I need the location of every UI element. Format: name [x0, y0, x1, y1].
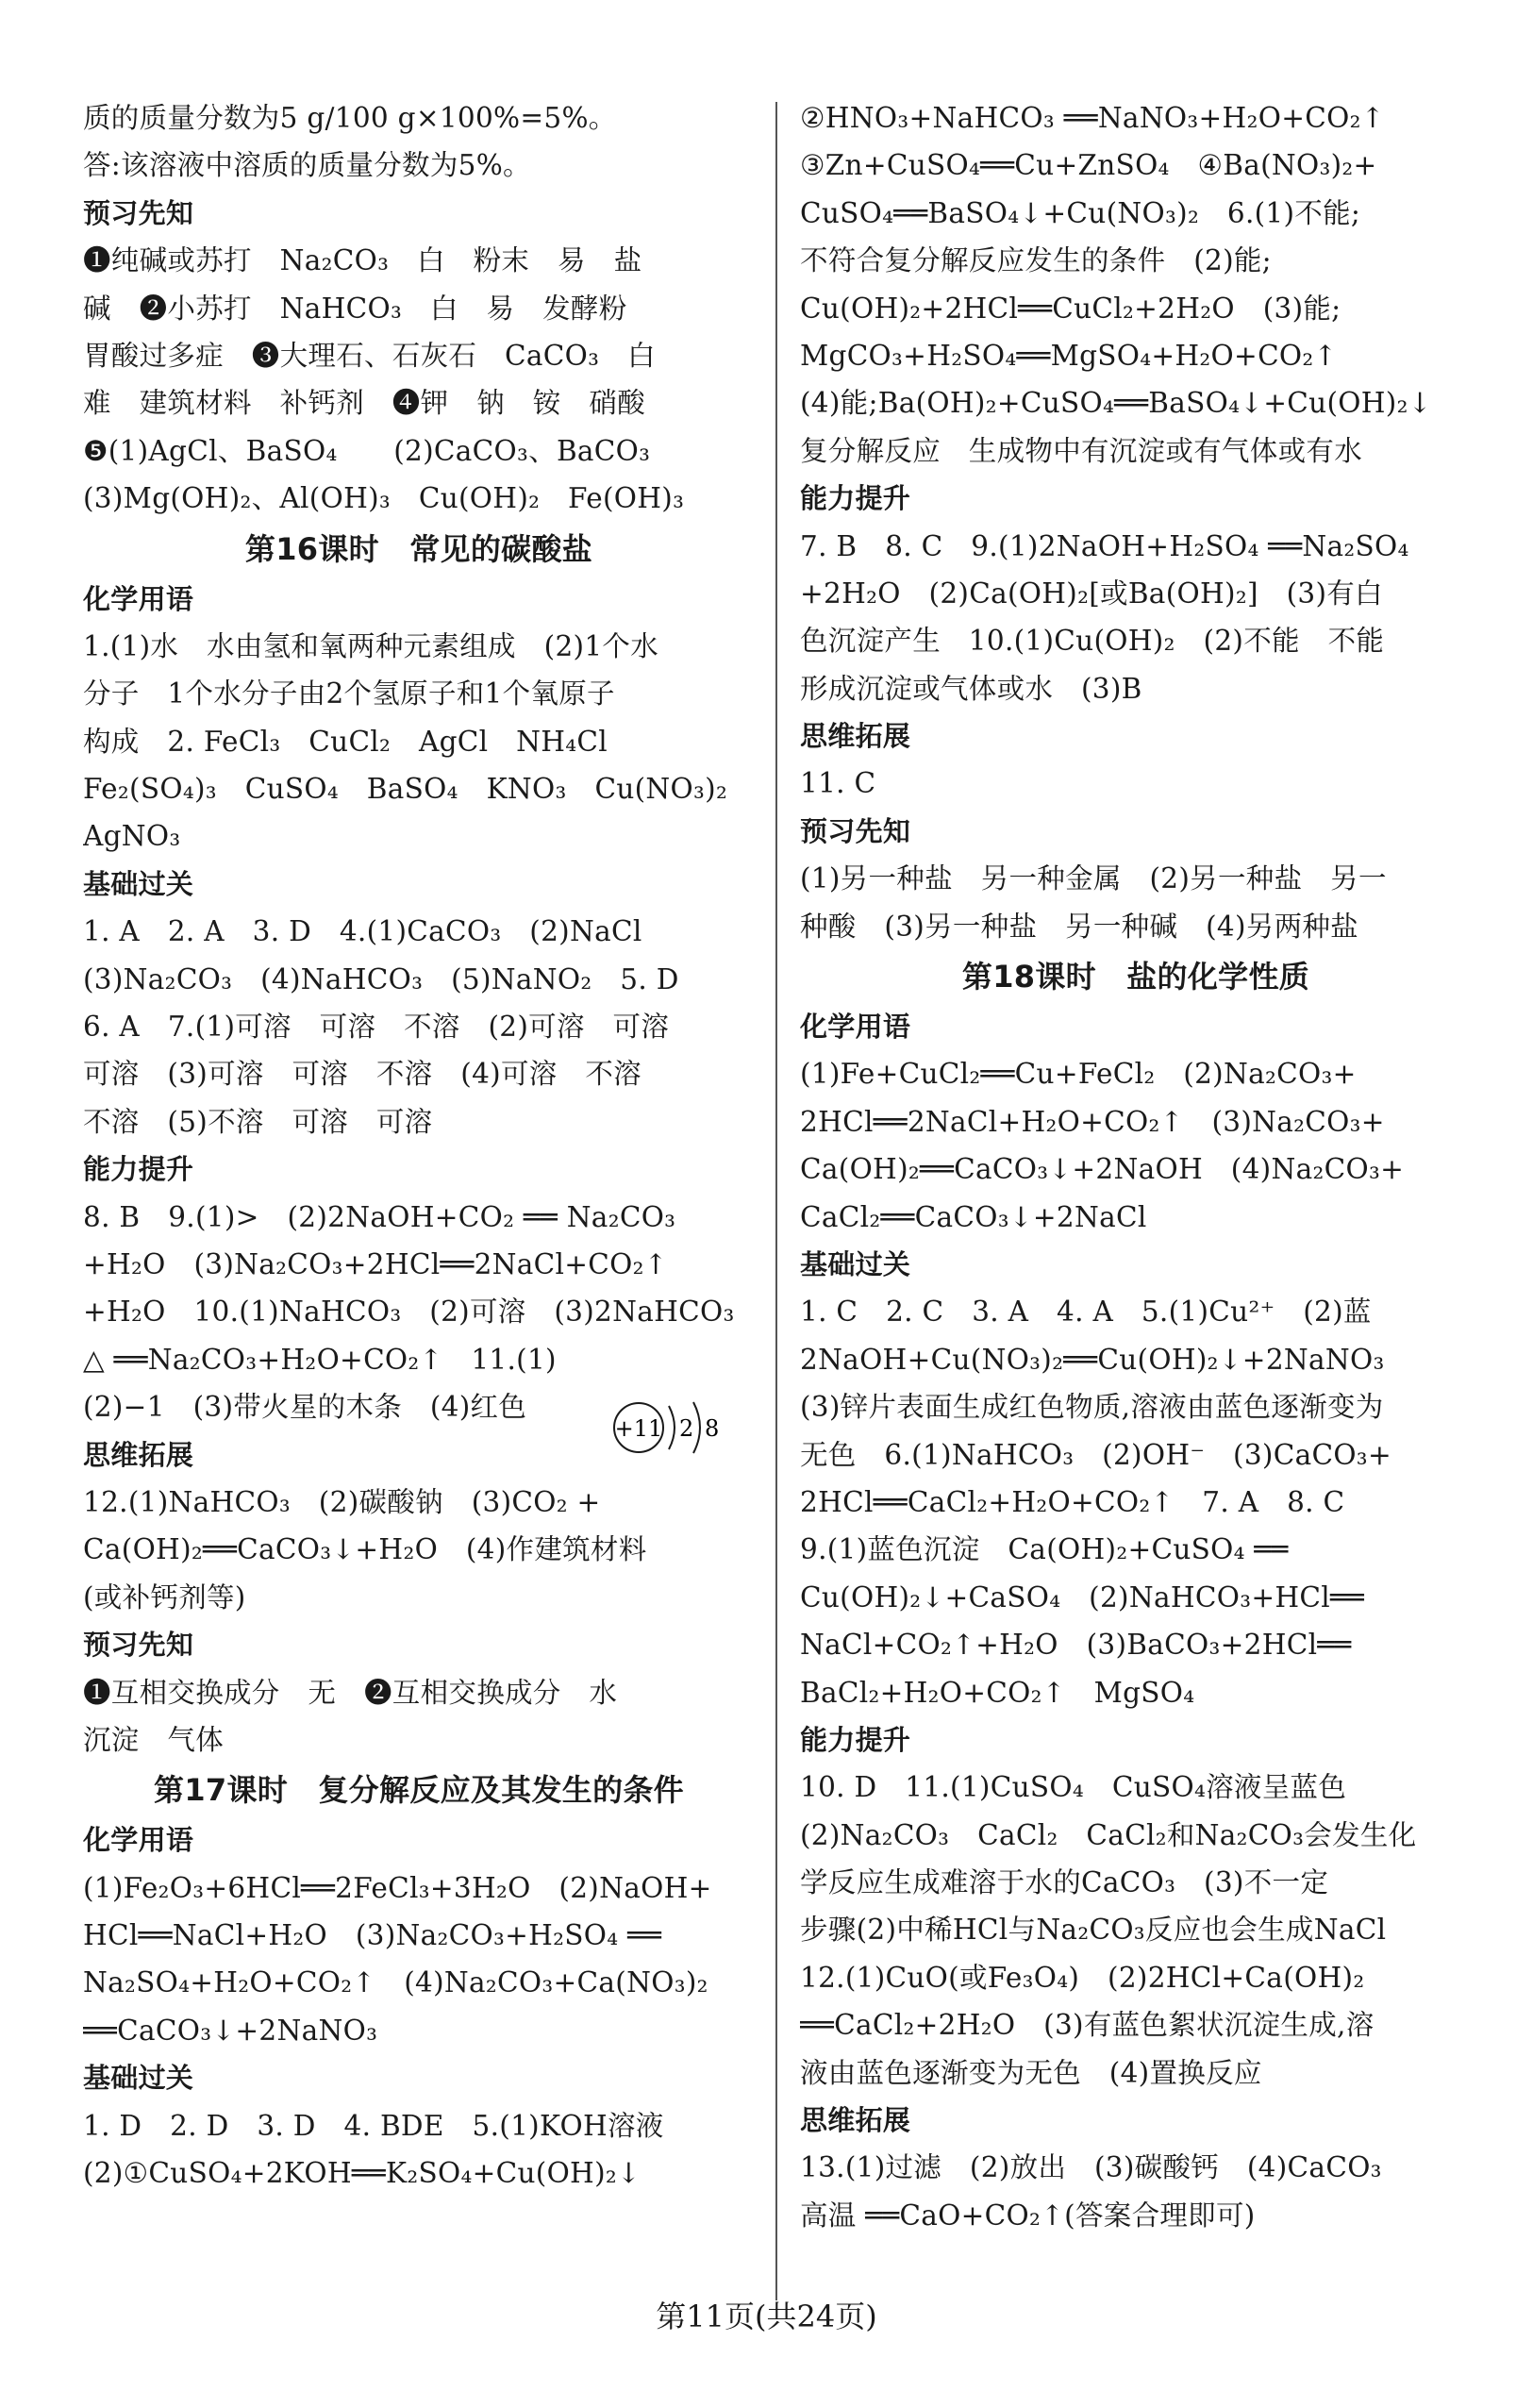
- shell-arc-1: [669, 1406, 675, 1449]
- answer-line: (或补钙剂等): [83, 1580, 246, 1614]
- answer-line: AgNO₃: [83, 820, 181, 853]
- answer-line: 形成沉淀或气体或水 (3)B: [800, 672, 1142, 705]
- answer-line: 答:该溶液中溶质的质量分数为5%。: [83, 149, 531, 182]
- answer-line: 学反应生成难溶于水的CaCO₃ (3)不一定: [800, 1866, 1329, 1899]
- answer-line: ②HNO₃+NaHCO₃ ══NaNO₃+H₂O+CO₂↑: [800, 102, 1385, 134]
- answer-line: (1)另一种盐 另一种金属 (2)另一种盐 另一: [800, 862, 1387, 895]
- answer-line: 沉淀 气体: [83, 1723, 225, 1756]
- shell-1-count: 2: [679, 1415, 694, 1442]
- answer-line: (1)Fe+CuCl₂══Cu+FeCl₂ (2)Na₂CO₃+: [800, 1058, 1357, 1091]
- answer-line: 复分解反应 生成物中有沉淀或有气体或有水: [800, 434, 1363, 467]
- page-footer: 第11页(共24页): [656, 2299, 877, 2334]
- answer-line: 12.(1)NaHCO₃ (2)碳酸钠 (3)CO₂ +: [83, 1485, 601, 1518]
- sodium-atom-diagram: [610, 1395, 733, 1461]
- section-heading: 思维拓展: [83, 1438, 194, 1471]
- section-heading: 基础过关: [83, 867, 194, 900]
- answer-line: 步骤(2)中稀HCl与Na₂CO₃反应也会生成NaCl: [800, 1914, 1387, 1947]
- answer-line: 8. B 9.(1)> (2)2NaOH+CO₂ ══ Na₂CO₃: [83, 1200, 676, 1233]
- answer-line: 10. D 11.(1)CuSO₄ CuSO₄溶液呈蓝色: [800, 1771, 1347, 1804]
- answer-line: 7. B 8. C 9.(1)2NaOH+H₂SO₄ ══Na₂SO₄: [800, 529, 1409, 562]
- section-heading: 化学用语: [800, 1011, 911, 1044]
- section-heading: 预习先知: [83, 1629, 194, 1662]
- answer-line: 不符合复分解反应发生的条件 (2)能;: [800, 244, 1272, 277]
- answer-line: 9.(1)蓝色沉淀 Ca(OH)₂+CuSO₄ ══: [800, 1533, 1289, 1566]
- section-heading: 能力提升: [800, 1723, 911, 1756]
- section-heading: 预习先知: [83, 196, 194, 229]
- answer-line: 无色 6.(1)NaHCO₃ (2)OH⁻ (3)CaCO₃+: [800, 1438, 1391, 1471]
- answer-line: Fe₂(SO₄)₃ CuSO₄ BaSO₄ KNO₃ Cu(NO₃)₂: [83, 773, 728, 806]
- section-heading: 能力提升: [800, 482, 911, 515]
- answer-line: CuSO₄══BaSO₄↓+Cu(NO₃)₂ 6.(1)不能;: [800, 196, 1361, 229]
- nucleus-charge: +11: [614, 1415, 663, 1442]
- answer-line: 11. C: [800, 767, 876, 800]
- answer-line: CaCl₂══CaCO₃↓+2NaCl: [800, 1200, 1147, 1233]
- answer-line: BaCl₂+H₂O+CO₂↑ MgSO₄: [800, 1676, 1195, 1709]
- answer-line: 1.(1)水 水由氢和氧两种元素组成 (2)1个水: [83, 629, 658, 662]
- answer-line: +H₂O (3)Na₂CO₃+2HCl══2NaCl+CO₂↑: [83, 1247, 668, 1280]
- answer-line: +H₂O 10.(1)NaHCO₃ (2)可溶 (3)2NaHCO₃: [83, 1296, 735, 1329]
- section-heading: 思维拓展: [800, 2104, 911, 2137]
- answer-line: 12.(1)CuO(或Fe₃O₄) (2)2HCl+Ca(OH)₂: [800, 1961, 1365, 1994]
- answer-line: (2)Na₂CO₃ CaCl₂ CaCl₂和Na₂CO₃会发生化: [800, 1818, 1417, 1851]
- section-heading: 基础过关: [800, 1247, 911, 1280]
- answer-line: 2HCl══CaCl₂+H₂O+CO₂↑ 7. A 8. C: [800, 1485, 1345, 1518]
- answer-line: (4)能;Ba(OH)₂+CuSO₄══BaSO₄↓+Cu(OH)₂↓: [800, 387, 1432, 420]
- answer-line: ══CaCO₃↓+2NaNO₃: [83, 2014, 378, 2047]
- answer-line: 难 建筑材料 补钙剂 ❹钾 钠 铵 硝酸: [83, 387, 646, 420]
- answer-line: 液由蓝色逐渐变为无色 (4)置换反应: [800, 2056, 1262, 2089]
- section-heading: 预习先知: [800, 814, 911, 847]
- answer-line: Ca(OH)₂══CaCO₃↓+H₂O (4)作建筑材料: [83, 1533, 647, 1566]
- answer-line: 6. A 7.(1)可溶 可溶 不溶 (2)可溶 可溶: [83, 1011, 670, 1044]
- answer-line: 13.(1)过滤 (2)放出 (3)碳酸钙 (4)CaCO₃: [800, 2151, 1382, 2184]
- answer-line: 构成 2. FeCl₃ CuCl₂ AgCl NH₄Cl: [83, 725, 608, 758]
- answer-line: (1)Fe₂O₃+6HCl══2FeCl₃+3H₂O (2)NaOH+: [83, 1871, 712, 1904]
- answer-line: 种酸 (3)另一种盐 另一种碱 (4)另两种盐: [800, 910, 1358, 943]
- answer-line: Cu(OH)₂+2HCl══CuCl₂+2H₂O (3)能;: [800, 292, 1341, 325]
- section-heading: 思维拓展: [800, 720, 911, 753]
- answer-line: △ ══Na₂CO₃+H₂O+CO₂↑ 11.(1): [83, 1343, 557, 1376]
- lesson-title: 第17课时 复分解反应及其发生的条件: [154, 1772, 684, 1809]
- answer-line: 不溶 (5)不溶 可溶 可溶: [83, 1105, 433, 1138]
- answer-line: (3)Na₂CO₃ (4)NaHCO₃ (5)NaNO₂ 5. D: [83, 962, 679, 995]
- answer-line: ③Zn+CuSO₄══Cu+ZnSO₄ ④Ba(NO₃)₂+: [800, 149, 1377, 182]
- answer-line: (3)Mg(OH)₂、Al(OH)₃ Cu(OH)₂ Fe(OH)₃: [83, 482, 685, 515]
- answer-line: Ca(OH)₂══CaCO₃↓+2NaOH (4)Na₂CO₃+: [800, 1153, 1405, 1186]
- answer-line: +2H₂O (2)Ca(OH)₂[或Ba(OH)₂] (3)有白: [800, 577, 1383, 610]
- lesson-title: 第16课时 常见的碳酸盐: [244, 530, 593, 567]
- answer-line: 1. C 2. C 3. A 4. A 5.(1)Cu²⁺ (2)蓝: [800, 1296, 1372, 1329]
- answer-line: 高温 ══CaO+CO₂↑(答案合理即可): [800, 2199, 1256, 2232]
- answer-line: (3)锌片表面生成红色物质,溶液由蓝色逐渐变为: [800, 1391, 1384, 1424]
- left-column: [83, 94, 755, 2197]
- lesson-title: 第18课时 盐的化学性质: [961, 959, 1310, 995]
- shell-arc-2: [693, 1402, 700, 1453]
- section-heading: 化学用语: [83, 1824, 194, 1857]
- answer-line: Cu(OH)₂↓+CaSO₄ (2)NaHCO₃+HCl══: [800, 1580, 1365, 1614]
- answer-line: 分子 1个水分子由2个氢原子和1个氧原子: [83, 677, 615, 711]
- answer-line: 2NaOH+Cu(NO₃)₂══Cu(OH)₂↓+2NaNO₃: [800, 1343, 1385, 1376]
- section-heading: 能力提升: [83, 1153, 194, 1186]
- answer-line: (2)−1 (3)带火星的木条 (4)红色: [83, 1391, 527, 1424]
- answer-line: 碱 ❷小苏打 NaHCO₃ 白 易 发酵粉: [83, 292, 627, 325]
- answer-line: 1. A 2. A 3. D 4.(1)CaCO₃ (2)NaCl: [83, 915, 642, 948]
- column-divider: [775, 102, 777, 2300]
- shell-2-count: 8: [705, 1415, 720, 1442]
- answer-line: ══CaCl₂+2H₂O (3)有蓝色絮状沉淀生成,溶: [800, 2009, 1375, 2042]
- answer-line: ❶互相交换成分 无 ❷互相交换成分 水: [83, 1676, 618, 1709]
- right-column: [800, 94, 1472, 2239]
- answer-line: Na₂SO₄+H₂O+CO₂↑ (4)Na₂CO₃+Ca(NO₃)₂: [83, 1966, 708, 1999]
- answer-line: 质的质量分数为5 g/100 g×100%=5%。: [83, 102, 617, 134]
- answer-line: 色沉淀产生 10.(1)Cu(OH)₂ (2)不能 不能: [800, 625, 1385, 658]
- answer-line: 1. D 2. D 3. D 4. BDE 5.(1)KOH溶液: [83, 2109, 664, 2142]
- answer-line: 2HCl══2NaCl+H₂O+CO₂↑ (3)Na₂CO₃+: [800, 1105, 1385, 1138]
- answer-line: HCl══NaCl+H₂O (3)Na₂CO₃+H₂SO₄ ══: [83, 1919, 662, 1952]
- answer-line: 可溶 (3)可溶 可溶 不溶 (4)可溶 不溶: [83, 1058, 642, 1091]
- section-heading: 基础过关: [83, 2062, 194, 2095]
- answer-line: MgCO₃+H₂SO₄══MgSO₄+H₂O+CO₂↑: [800, 339, 1338, 372]
- answer-line: (2)①CuSO₄+2KOH══K₂SO₄+Cu(OH)₂↓: [83, 2157, 642, 2190]
- answer-line: ❺(1)AgCl、BaSO₄ (2)CaCO₃、BaCO₃: [83, 434, 651, 467]
- answer-line: ❶纯碱或苏打 Na₂CO₃ 白 粉末 易 盐: [83, 244, 642, 277]
- answer-line: 胃酸过多症 ❸大理石、石灰石 CaCO₃ 白: [83, 339, 656, 372]
- answer-line: NaCl+CO₂↑+H₂O (3)BaCO₃+2HCl══: [800, 1629, 1352, 1662]
- section-heading: 化学用语: [83, 582, 194, 615]
